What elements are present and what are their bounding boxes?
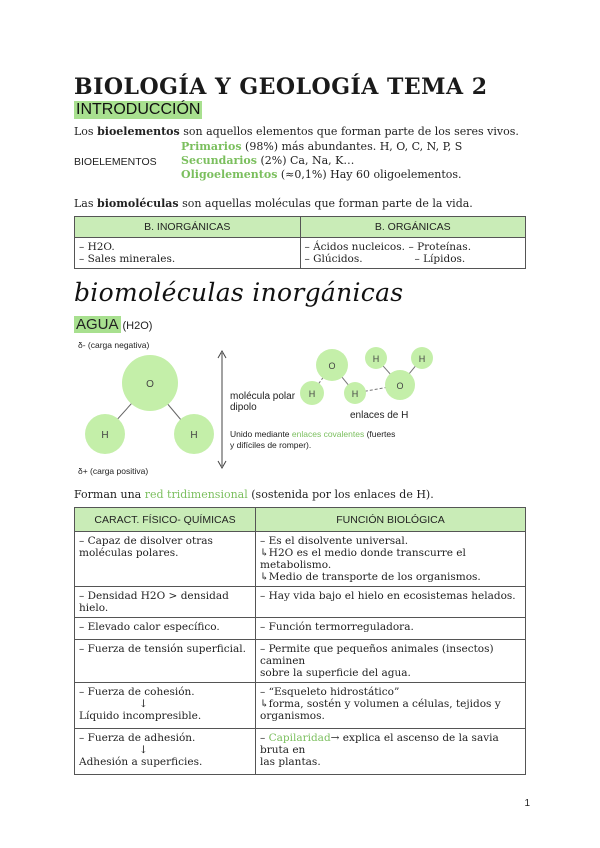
cell-organicas <box>300 238 526 269</box>
section-heading-biomoleculas-inorganicas: biomoléculas inorgánicas <box>74 278 404 307</box>
cell-line: – Elevado calor específico. <box>79 621 220 633</box>
cell-right <box>256 640 526 683</box>
red-tridimensional-text <box>74 488 434 502</box>
table-row <box>75 729 526 775</box>
red-post: (sostenida por los enlaces de H). <box>247 488 434 501</box>
atom-label-h: H <box>190 430 198 441</box>
biomoleculas-table <box>74 216 526 269</box>
biomoleculas-intro <box>74 197 473 211</box>
cell-left <box>75 532 256 587</box>
cell-line: – Capaz de disolver otras <box>79 535 213 547</box>
label-line: molécula polar <box>230 391 296 402</box>
table-row <box>75 532 526 587</box>
cell-line: ↳forma, sostén y volumen a células, tejidos y <box>260 698 501 710</box>
cell-right <box>256 729 526 775</box>
cell-left <box>75 729 256 775</box>
label-text: (fuertes <box>364 429 396 439</box>
biomoleculas-intro-pre: Las <box>74 197 98 210</box>
cell-line: organismos. <box>260 710 325 722</box>
atom-label-o: O <box>396 381 404 391</box>
properties-table <box>74 507 526 775</box>
label-carga-positiva: δ+ (carga positiva) <box>78 466 149 476</box>
down-arrow: ↓ <box>139 698 148 710</box>
bioelementos-term: bioelementos <box>97 125 180 138</box>
cell-line: las plantas. <box>260 756 321 768</box>
cell-line: Adhesión a superficies. <box>79 756 203 768</box>
bioelementos-label: BIOELEMENTOS <box>74 156 157 168</box>
list-item: – Sales minerales. <box>79 253 176 265</box>
list-item: – Glúcidos. <box>304 253 363 265</box>
page-number: 1 <box>524 798 530 809</box>
biomoleculas-intro-post: son aquellas moléculas que forman parte de la vida. <box>178 197 473 210</box>
table-row <box>75 640 526 683</box>
cell-left <box>75 618 256 640</box>
atom-label-o: O <box>328 361 336 371</box>
cell-line: – Fuerza de tensión superficial. <box>79 643 246 655</box>
table-row <box>75 618 526 640</box>
cell-left <box>75 683 256 729</box>
cell-right <box>256 683 526 729</box>
header-inorganicas: B. INORGÁNICAS <box>75 217 301 238</box>
bioelemento-oligoelementos <box>181 168 462 182</box>
cell-line: – Hay vida bajo el hielo en ecosistemas helados. <box>260 590 516 602</box>
cell-line: sobre la superficie del agua. <box>260 667 411 679</box>
cell-line: Líquido incompresible. <box>79 710 202 722</box>
cell-line: – Función termorreguladora. <box>260 621 414 633</box>
label-green: enlaces covalentes <box>291 429 365 439</box>
down-arrow: ↓ <box>139 744 148 756</box>
biomoleculas-term: biomoléculas <box>97 197 179 210</box>
list-item: – Proteínas. <box>408 241 472 253</box>
header-funcion: FUNCIÓN BIOLÓGICA <box>256 508 526 532</box>
atom-label-h: H <box>308 389 316 399</box>
cell-line: – “Esqueleto hidrostático” <box>260 686 400 698</box>
cell-text: – <box>260 732 269 744</box>
bioelementos-intro <box>74 125 519 139</box>
table-row <box>75 587 526 618</box>
list-item: – Lípidos. <box>414 253 466 265</box>
list-item: – Ácidos nucleicos. <box>304 241 405 253</box>
cell-line: – Permite que pequeños animales (insectos) caminen <box>260 643 494 667</box>
cell-line: – Fuerza de adhesión. <box>79 732 196 744</box>
red-green: red tridimensional <box>144 488 248 501</box>
cell-line: – Densidad H2O > densidad hielo. <box>79 590 229 614</box>
bioelemento-term: Primarios <box>181 140 242 153</box>
agua-heading <box>74 316 152 333</box>
label-enlaces-h: enlaces de H <box>350 410 409 421</box>
atom-label-h: H <box>101 430 109 441</box>
cell-line: – Fuerza de cohesión. <box>79 686 195 698</box>
red-pre: Forman una <box>74 488 145 501</box>
label-line: dipolo <box>230 402 257 413</box>
page-title: BIOLOGÍA Y GEOLOGÍA TEMA 2 <box>74 74 488 100</box>
agua-formula: (H2O) <box>122 320 153 332</box>
label-molecula-polar <box>230 391 295 413</box>
bioelemento-secundarios <box>181 154 462 168</box>
cell-left <box>75 587 256 618</box>
list-item: – H2O. <box>79 241 115 253</box>
agua-label: AGUA <box>76 316 119 333</box>
bioelemento-desc: (2%) Ca, Na, K… <box>256 154 355 167</box>
bioelementos-list <box>181 140 462 182</box>
atom-label-h: H <box>418 354 426 364</box>
cell-inorganicas <box>75 238 301 269</box>
bioelemento-term: Secundarios <box>181 154 257 167</box>
cell-line: ↳Medio de transporte de los organismos. <box>260 571 481 583</box>
label-text: Unido mediante <box>230 429 292 439</box>
cell-right <box>256 532 526 587</box>
label-enlaces-covalentes <box>230 429 395 451</box>
cell-line: moléculas polares. <box>79 547 179 559</box>
cell-left <box>75 640 256 683</box>
section-heading-introduccion: INTRODUCCIÓN <box>76 101 201 118</box>
bioelementos-intro-post: son aquellos elementos que forman parte de los seres vivos. <box>179 125 519 138</box>
bioelementos-intro-pre: Los <box>74 125 98 138</box>
atom-label-h: H <box>372 354 380 364</box>
cell-line: – Es el disolvente universal. <box>260 535 409 547</box>
label-carga-negativa: δ- (carga negativa) <box>78 340 150 350</box>
cell-right <box>256 587 526 618</box>
bioelemento-term: Oligoelementos <box>181 168 278 181</box>
bioelemento-primarios <box>181 140 462 154</box>
atom-label-h: H <box>351 389 359 399</box>
atom-label-o: O <box>146 379 154 390</box>
table-row <box>75 683 526 729</box>
cell-text: → explica el ascenso de la savia bruta en <box>260 732 499 756</box>
bioelemento-desc: (98%) más abundantes. H, O, C, N, P, S <box>241 140 463 153</box>
cell-line: ↳H2O es el medio donde transcurre el metabolismo. <box>260 547 466 571</box>
label-line: y difíciles de romper). <box>230 440 312 450</box>
bioelemento-desc: (≈0,1%) Hay 60 oligoelementos. <box>277 168 462 181</box>
capilaridad-term: Capilaridad <box>268 732 331 744</box>
header-organicas: B. ORGÁNICAS <box>300 217 526 238</box>
header-caract: CARACT. FÍSICO- QUÍMICAS <box>75 508 256 532</box>
cell-right <box>256 618 526 640</box>
